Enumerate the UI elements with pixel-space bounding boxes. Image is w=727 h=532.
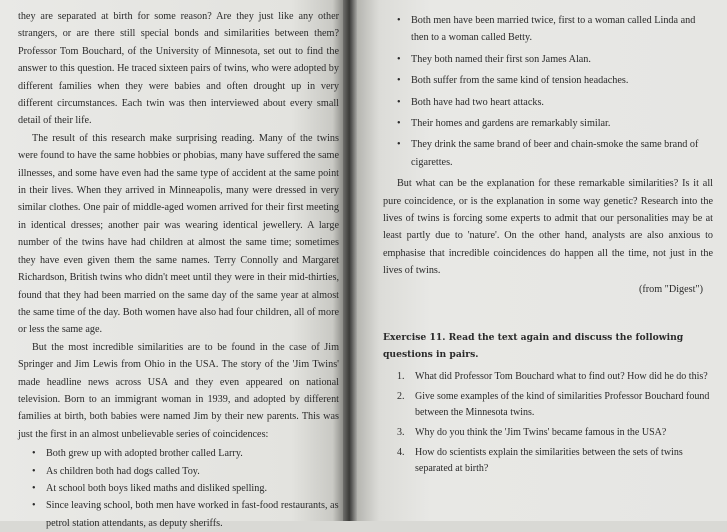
list-item-text: At school both boys liked maths and disliked spelling. (46, 482, 267, 494)
list-item (32, 480, 339, 497)
list-item-text: They drink the same brand of beer and chain-smoke the same brand of cigarettes. (411, 139, 699, 168)
list-item-text: As children both had dogs called Toy. (46, 465, 200, 477)
question-text: What did Professor Tom Bouchard what to find out? How did he do this? (415, 370, 708, 382)
book-gutter (343, 0, 357, 521)
question-text: Give some examples of the kind of similarities Professor Bouchard found between the Minnesota twins. (415, 390, 710, 418)
question-item (397, 445, 713, 477)
list-item-text: They both named their first son James Alan. (411, 53, 591, 65)
list-item-text: Both suffer from the same kind of tension headaches. (411, 75, 629, 87)
list-item-text: Their homes and gardens are remarkably similar. (411, 118, 611, 130)
source-citation: (from "Digest") (638, 283, 703, 295)
paragraph-2: The result of this research make surprising reading. Many of the twins were found to have the same hobbies or phobias, many have suffered the same illnesses, and some have even had the same type of accident at the same point in their lives. When they arrived in Minneapolis, many were dressed in very similar clothes. One pair of middle-aged women arrived for their first meeting in identical dresses; another pair was wearing identical jewellery. A large number of the twins have had children at almost the same time; sometimes they have even given them the same names. Terry Connolly and Margaret Richardson, British twins who didn't meet until they were in their mid-thirties, found that they had been married on the same day of the same year at almost the same time of the day. Both women have also had four children, all of more or less the same age. (18, 132, 339, 336)
coincidence-list-right (383, 12, 713, 171)
right-page (357, 0, 727, 521)
question-item (397, 389, 713, 421)
list-item (397, 115, 713, 132)
list-item (397, 51, 713, 68)
list-item (32, 497, 339, 532)
bullet-icon: • (397, 118, 401, 130)
paragraph-3: But the most incredible similarities are to be found in the case of Jim Springer and Jim Lewis from Ohio in the USA. The story of the 'Jim Twins' made headline news across USA and they even appeared on national television. Born to an immigrant woman in 1939, and adopted by different families at birth, both babies were named Jim by their new parents. This was just the first in an almost unbelievable series of coincidences: (18, 341, 339, 440)
list-item-text: Both grew up with adopted brother called Larry. (46, 448, 243, 460)
exercise-title: Exercise 11. Read the text again and discuss the following questions in pairs. (383, 331, 684, 360)
question-number: 3. (397, 426, 405, 438)
bullet-icon: • (32, 448, 36, 460)
bullet-icon: • (397, 96, 401, 108)
list-item (397, 136, 713, 171)
coincidence-list-left (18, 445, 339, 532)
closing-paragraph: But what can be the explanation for these remarkable similarities? Is it all pure coincidence, or is the explanation in some way genetic? Research into the lives of twins is forcing some experts to admit that our personalities may be at least partly due to 'nature'. On the other hand, analysts are also anxious to emphasise that incredible coincidences do happen all the time, not just in the lives of twins. (383, 178, 713, 277)
bullet-icon: • (397, 15, 401, 26)
list-item (397, 12, 713, 47)
paragraph-1: they are separated at birth for some reason? Are they just like any other strangers, or are there still special bonds and similarities between them? Professor Tom Bouchard, of the University of Minnesota, set out to find the answer to this question. He traced sixteen pairs of twins, who were adopted by different families when they were babies and often drought up in very different circumstances. Each twin was then interviewed about every small detail of their life. (18, 11, 339, 127)
bullet-icon: • (397, 75, 401, 87)
list-item (397, 94, 713, 111)
question-item (397, 425, 713, 441)
list-item (32, 463, 339, 480)
bullet-icon: • (32, 500, 36, 512)
question-number: 2. (397, 390, 405, 402)
question-item (397, 369, 713, 385)
bullet-icon: • (397, 53, 401, 65)
question-text: Why do you think the 'Jim Twins' became famous in the USA? (415, 426, 667, 438)
list-item-text: Both men have been married twice, first to a woman called Linda and then to a woman called Betty. (411, 15, 696, 44)
question-number: 1. (397, 370, 405, 382)
bullet-icon: • (32, 482, 36, 494)
question-text: How do scientists explain the similarities between the sets of twins separated at birth? (415, 446, 683, 474)
list-item-text: Since leaving school, both men have worked in fast-food restaurants, as petrol station attendants, as deputy sheriffs. (46, 500, 339, 529)
question-number: 4. (397, 446, 405, 458)
list-item-text: Both have had two heart attacks. (411, 96, 544, 108)
question-list (383, 369, 713, 477)
left-page (0, 0, 343, 529)
bullet-icon: • (32, 465, 36, 477)
list-item (32, 445, 339, 462)
list-item (397, 72, 713, 89)
bullet-icon: • (397, 139, 401, 151)
